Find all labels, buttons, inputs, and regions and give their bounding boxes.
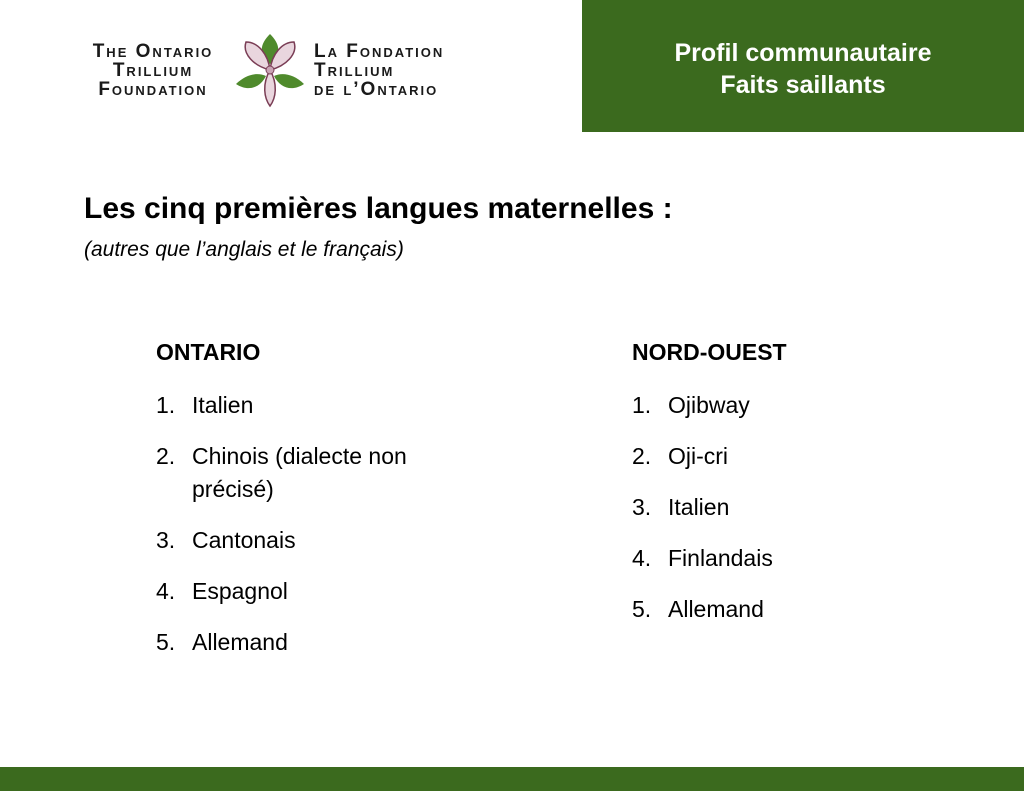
page-title: Les cinq premières langues maternelles :	[84, 192, 673, 225]
trillium-flower-icon	[230, 30, 310, 110]
header-title-line2: Faits saillants	[720, 71, 886, 99]
item-number: 5.	[632, 596, 652, 622]
item-number: 2.	[156, 443, 176, 469]
footer-bar	[0, 767, 1024, 791]
item-number: 5.	[156, 629, 176, 655]
item-text: Espagnol	[192, 578, 288, 604]
item-text: Italien	[668, 494, 730, 520]
column-heading: NORD-OUEST	[632, 339, 787, 365]
logo-line: Trillium	[314, 60, 395, 81]
item-number: 4.	[632, 545, 652, 571]
item-text: Oji-cri	[668, 443, 729, 469]
page-subtitle: (autres que l’anglais et le français)	[84, 238, 404, 261]
item-text: Allemand	[668, 596, 764, 622]
list-item	[632, 542, 952, 575]
item-text: Chinois (dialecte non précisé)	[192, 443, 407, 502]
nord-ouest-column	[632, 337, 952, 644]
list-item	[156, 389, 486, 422]
item-text: Finlandais	[668, 545, 773, 571]
logo-line: Trillium	[112, 60, 194, 81]
list-item	[632, 440, 952, 473]
item-number: 4.	[156, 578, 176, 604]
logo-line: The Ontario	[92, 41, 214, 62]
list-item	[156, 626, 486, 659]
header-title-line1: Profil communautaire	[674, 39, 932, 67]
ontario-column	[156, 337, 486, 677]
list-item	[156, 440, 486, 506]
item-number: 1.	[156, 392, 176, 418]
item-number: 3.	[156, 527, 176, 553]
item-text: Ojibway	[668, 392, 750, 418]
item-number: 3.	[632, 494, 652, 520]
logo-line: Foundation	[98, 79, 208, 100]
foundation-logo	[78, 30, 478, 110]
list-item	[156, 575, 486, 608]
list-item	[632, 593, 952, 626]
logo-text-english	[78, 42, 228, 99]
list-item	[156, 524, 486, 557]
header-banner	[582, 0, 1024, 132]
item-text: Allemand	[192, 629, 288, 655]
column-heading: ONTARIO	[156, 339, 261, 365]
item-text: Italien	[192, 392, 254, 418]
item-number: 1.	[632, 392, 652, 418]
logo-text-french	[314, 42, 478, 99]
list-item	[632, 491, 952, 524]
list-item	[632, 389, 952, 422]
item-number: 2.	[632, 443, 652, 469]
item-text: Cantonais	[192, 527, 296, 553]
logo-line: La Fondation	[314, 41, 445, 62]
logo-line: de l’Ontario	[314, 79, 439, 100]
